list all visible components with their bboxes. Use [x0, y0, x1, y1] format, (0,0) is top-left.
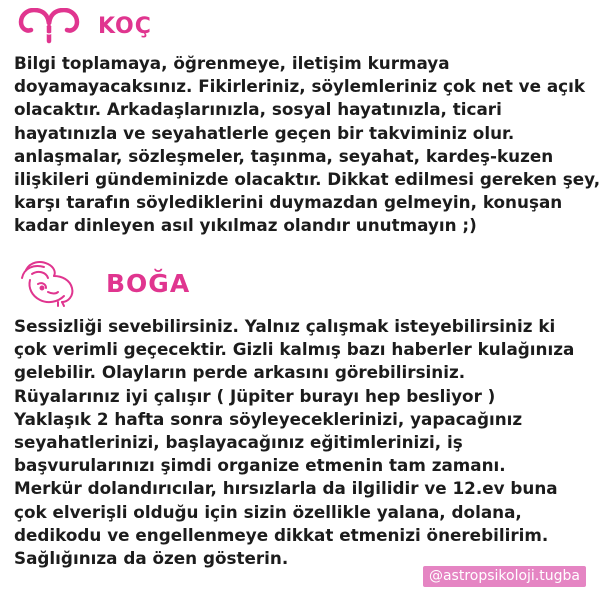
text-line: hayatınızla ve seyahatlerle geçen bir takviminiz olur. — [14, 122, 515, 143]
aries-title: KOÇ — [98, 13, 152, 39]
text-line: kadar dinleyen asıl yıkılmaz olandır unutmayın ;) — [14, 215, 477, 236]
text-line: karşı tarafın söylediklerini duymazdan gelmeyin, konuşan — [14, 192, 563, 213]
text-line: doyamayacaksınız. Fikirleriniz, söylemleriniz çok net ve açık — [14, 76, 586, 97]
text-line: Sessizliği sevebilirsiniz. Yalnız çalışmak isteyebilirsiniz ki — [14, 316, 556, 336]
text-line: gelebilir. Olayların perde arkasını görebilirsiniz. — [14, 362, 466, 383]
text-line: seyahatlerinizi, başlayacağınız eğitimlerinizi, iş — [14, 432, 463, 453]
text-line: Merkür dolandırıcılar, hırsızlarla da ilgilidir ve 12.ev buna — [14, 478, 558, 499]
text-line: Yaklaşık 2 hafta sonra söyleyeceklerinizi, yapacağınız — [14, 408, 523, 429]
text-line: olacaktır. Arkadaşlarınızla, sosyal hayatınızla, ticari — [14, 99, 502, 120]
aries-header — [18, 8, 152, 44]
watermark-handle: @astropsikoloji.tugba — [423, 566, 586, 587]
text-line: anlaşmalar, sözleşmeler, taşınma, seyahat, kardeş-kuzen — [14, 145, 554, 166]
text-line: ilişkileri gündeminizde olacaktır. Dikkat edilmesi gereken şey, — [14, 169, 600, 190]
taurus-icon — [18, 258, 80, 308]
text-line: başvurularınızı şimdi organize etmenin tam zamanı. — [14, 455, 506, 476]
text-line: Rüyalarınız iyi çalışır ( Jüpiter burayı hep besliyor ) — [14, 385, 496, 406]
text-line: çok verimli geçecektir. Gizli kalmış bazı haberler kulağınıza — [14, 339, 575, 360]
aries-icon — [18, 8, 80, 44]
text-line: Sağlığınıza da özen gösterin. — [14, 548, 289, 569]
text-line: çok elverişli olduğu için sizin özellikle yalana, dolana, — [14, 501, 522, 522]
aries-description — [14, 52, 600, 238]
text-line: Bilgi toplamaya, öğrenmeye, iletişim kurmaya — [14, 53, 450, 73]
taurus-title: BOĞA — [106, 268, 191, 298]
taurus-header — [18, 258, 190, 308]
taurus-description — [14, 315, 594, 570]
text-line: dedikodu ve engellenmeye dikkat etmenizi önerebilirim. — [14, 524, 549, 545]
